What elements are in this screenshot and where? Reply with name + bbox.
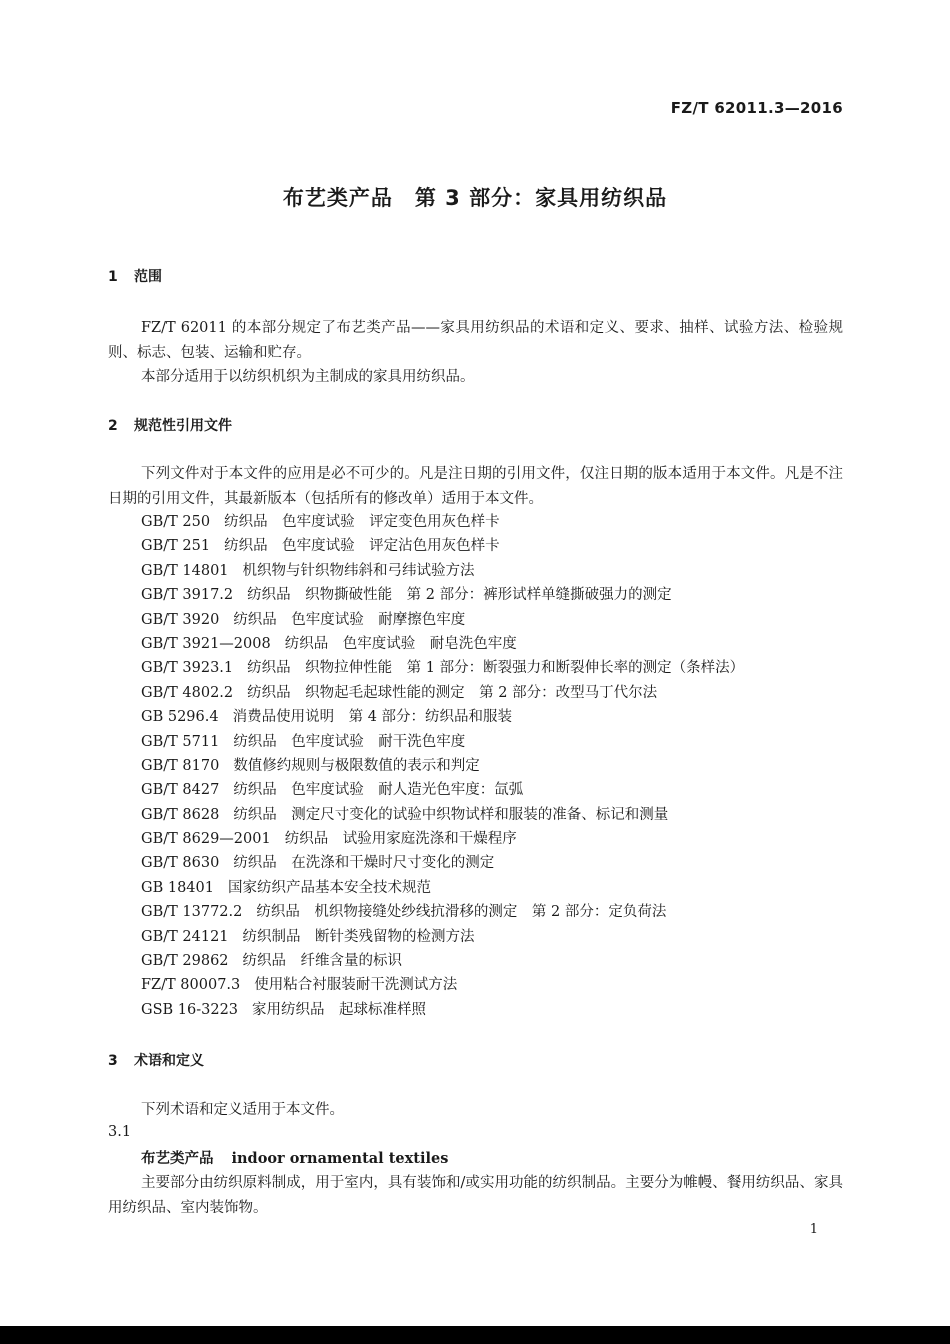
list-item: [141, 632, 744, 656]
reference-title: 数值修约规则与极限数值的表示和判定: [233, 757, 480, 774]
reference-title: 纺织品 色牢度试验 耐人造光色牢度：氙弧: [233, 782, 524, 799]
list-item: [141, 900, 744, 924]
reference-title: 纺织品 色牢度试验 耐皂洗色牢度: [284, 635, 517, 652]
reference-title: 纺织品 织物拉伸性能 第 1 部分：断裂强力和断裂伸长率的测定（条样法）: [247, 660, 745, 677]
scope-paragraph: FZ/T 62011 的本部分规定了布艺类产品——家具用纺织品的术语和定义、要求、抽样、试验方法、检验规则、标志、包装、运输和贮存。: [108, 320, 843, 361]
list-item: [141, 583, 744, 607]
reference-code: GB/T 3923.1: [141, 660, 234, 677]
list-item: [141, 608, 744, 632]
list-item: [141, 705, 744, 729]
reference-title: 纺织品 色牢度试验 耐摩擦色牢度: [233, 611, 466, 628]
normative-intro-paragraph: 下列文件对于本文件的应用是必不可少的。凡是注日期的引用文件，仅注日期的版本适用于本文件。凡是不注日期的引用文件，其最新版本（包括所有的修改单）适用于本文件。: [108, 466, 843, 507]
reference-code: GB/T 4802.2: [141, 684, 234, 701]
section-3-heading: [108, 1050, 204, 1070]
reference-list: [141, 510, 744, 1022]
page-number: 1: [809, 1222, 818, 1237]
list-item: [141, 730, 744, 754]
list-item: [141, 973, 744, 997]
reference-title: 纺织品 在洗涤和干燥时尺寸变化的测定: [233, 855, 495, 872]
list-item: [141, 949, 744, 973]
section-title: 规范性引用文件: [134, 418, 232, 434]
reference-title: 国家纺织产品基本安全技术规范: [227, 879, 431, 896]
reference-code: GB/T 5711: [141, 733, 220, 750]
list-item: [141, 803, 744, 827]
reference-title: 纺织品 色牢度试验 评定沾色用灰色样卡: [224, 538, 500, 555]
term-definition: 主要部分由纺织原料制成，用于室内，具有装饰和/或实用功能的纺织制品。主要分为帷幔、餐用纺织品、家具用纺织品、室内装饰物。: [108, 1175, 843, 1216]
section-title: 范围: [134, 269, 162, 285]
reference-title: 家用纺织品 起球标准样照: [252, 1001, 427, 1018]
list-item: [141, 998, 744, 1022]
reference-code: GB/T 3920: [141, 611, 220, 628]
reference-code: GB/T 8629—2001: [141, 831, 271, 848]
reference-title: 纺织品 试验用家庭洗涤和干燥程序: [284, 831, 517, 848]
section-number: 3: [108, 1053, 118, 1069]
reference-code: GB/T 24121: [141, 928, 229, 945]
reference-code: GB/T 8170: [141, 757, 220, 774]
reference-code: GB/T 3921—2008: [141, 635, 271, 652]
reference-title: 纺织品 织物起毛起球性能的测定 第 2 部分：改型马丁代尔法: [247, 684, 658, 701]
applicability-paragraph: 本部分适用于以纺织机织为主制成的家具用纺织品。: [141, 369, 475, 385]
list-item: [141, 559, 744, 583]
section-number: 2: [108, 418, 118, 434]
list-item: [141, 851, 744, 875]
reference-code: GB 5296.4: [141, 709, 219, 726]
reference-code: GB 18401: [141, 879, 214, 896]
list-item: [141, 510, 744, 534]
section-2-heading: [108, 415, 232, 435]
reference-code: GB/T 8628: [141, 806, 220, 823]
terms-intro-paragraph: 下列术语和定义适用于本文件。: [141, 1102, 344, 1118]
reference-code: GB/T 250: [141, 514, 211, 530]
list-item: [141, 754, 744, 778]
reference-code: GB/T 3917.2: [141, 587, 234, 604]
section-title: 术语和定义: [134, 1053, 204, 1069]
reference-title: 纺织品 色牢度试验 评定变色用灰色样卡: [224, 514, 500, 530]
reference-title: 消费品使用说明 第 4 部分：纺织品和服装: [232, 709, 513, 726]
reference-code: GB/T 251: [141, 538, 211, 555]
reference-code: GSB 16-3223: [141, 1001, 239, 1018]
reference-title: 纺织品 纤维含量的标识: [242, 953, 403, 970]
reference-code: GB/T 14801: [141, 562, 229, 579]
list-item: [141, 827, 744, 851]
list-item: [141, 778, 744, 802]
reference-code: GB/T 8427: [141, 782, 220, 799]
list-item: [141, 681, 744, 705]
reference-title: 纺织品 色牢度试验 耐干洗色牢度: [233, 733, 466, 750]
list-item: [141, 925, 744, 949]
standard-code: FZ/T 62011.3—2016: [670, 99, 843, 117]
reference-code: GB/T 29862: [141, 953, 229, 970]
reference-code: FZ/T 80007.3: [141, 977, 241, 994]
reference-title: 纺织制品 断针类残留物的检测方法: [242, 928, 475, 945]
list-item: [141, 656, 744, 680]
clause-number: 3.1: [108, 1124, 132, 1140]
bottom-border: [0, 1326, 950, 1344]
document-title: 布艺类产品 第 3 部分：家具用纺织品: [282, 186, 668, 210]
reference-title: 使用粘合衬服装耐干洗测试方法: [254, 977, 458, 994]
term-chinese: 布艺类产品: [141, 1151, 214, 1167]
reference-code: GB/T 8630: [141, 855, 220, 872]
term-entry: [141, 1147, 448, 1168]
list-item: [141, 534, 744, 558]
reference-title: 纺织品 机织物接缝处纱线抗滑移的测定 第 2 部分：定负荷法: [256, 904, 667, 921]
reference-title: 纺织品 测定尺寸变化的试验中织物试样和服装的准备、标记和测量: [233, 806, 669, 823]
term-english: indoor ornamental textiles: [231, 1150, 449, 1167]
list-item: [141, 876, 744, 900]
reference-title: 纺织品 织物撕破性能 第 2 部分：裤形试样单缝撕破强力的测定: [247, 587, 672, 604]
reference-code: GB/T 13772.2: [141, 904, 243, 921]
section-number: 1: [108, 269, 118, 285]
section-1-heading: [108, 266, 162, 286]
reference-title: 机织物与针织物纬斜和弓纬试验方法: [242, 562, 475, 579]
